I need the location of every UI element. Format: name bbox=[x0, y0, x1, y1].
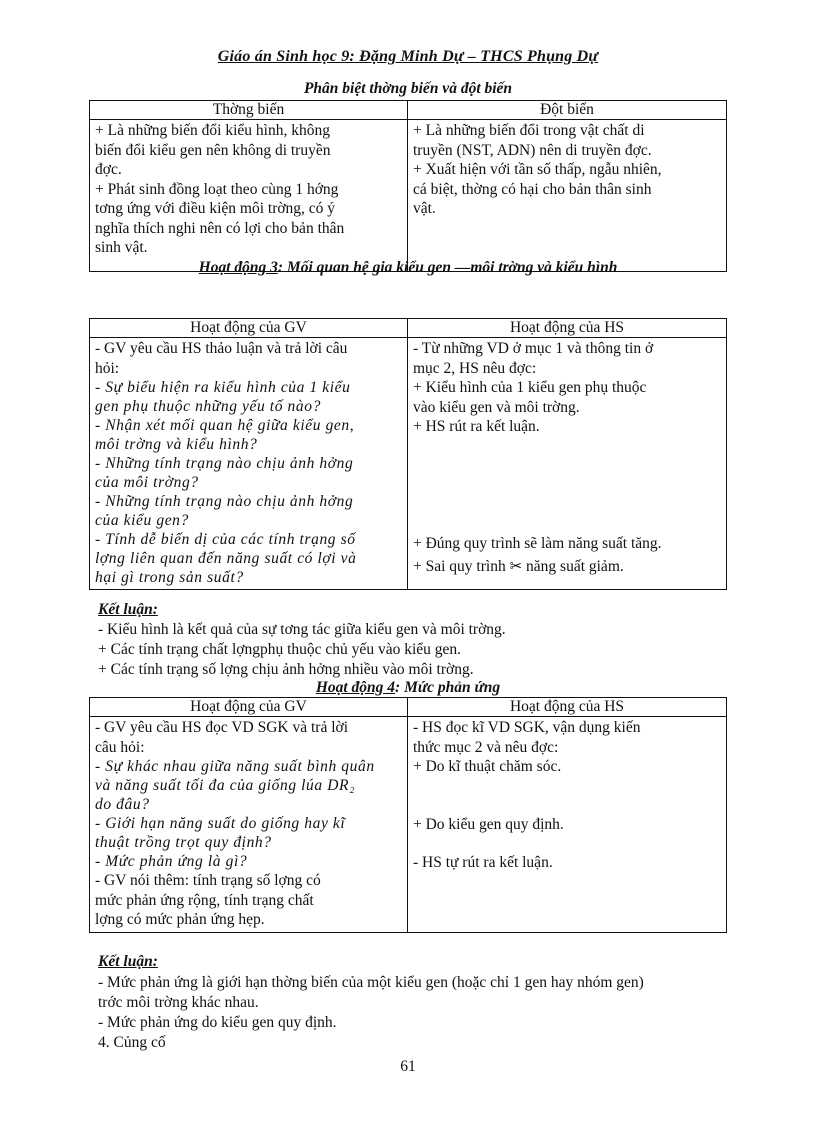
comparison-table bbox=[89, 100, 727, 272]
gv-cell bbox=[90, 338, 408, 590]
text-line: - GV yêu cầu HS thảo luận và trả lời câu bbox=[95, 340, 348, 357]
hs-cell bbox=[408, 338, 727, 590]
hs-cell bbox=[408, 717, 727, 933]
text-line: mức phản ứng rộng, tính trạng chất bbox=[95, 891, 314, 909]
activity3-table bbox=[89, 318, 727, 590]
text-line: vật. bbox=[413, 200, 436, 217]
page-header: Giáo án Sinh học 9: Đặng Minh Dự – THCS Phụng Dự bbox=[217, 48, 599, 65]
section-title: Phân biệt thờng biến và đột biến bbox=[303, 80, 513, 97]
question-line: lợng liên quan đến năng suất có lợi và bbox=[95, 550, 357, 567]
activity4-title: : Mức phản ứng bbox=[395, 679, 501, 696]
conclusion3-text bbox=[98, 620, 778, 680]
activity4-label: Hoạt động 4 bbox=[315, 679, 396, 696]
text-line: cá biệt, thờng có hại cho bản thân sinh bbox=[413, 180, 652, 198]
activity3-heading bbox=[0, 259, 816, 277]
question-line: - Mức phản ứng là gì? bbox=[95, 853, 248, 870]
text-line: câu hỏi: bbox=[95, 738, 145, 756]
text-line: truyền (NST, ADN) nên di truyền đợc. bbox=[413, 141, 652, 159]
question-line: gen phụ thuộc những yếu tố nào? bbox=[95, 398, 321, 415]
text-line: - HS tự rút ra kết luận. bbox=[413, 854, 553, 871]
page-number: 61 bbox=[400, 1058, 416, 1075]
conclusion4-label: Kết luận: bbox=[98, 953, 158, 970]
text-line: vào kiểu gen và môi trờng. bbox=[413, 398, 580, 416]
text-line: - HS đọc kĩ VD SGK, vận dụng kiến bbox=[413, 719, 641, 736]
question-line: và năng suất tối đa của giống lúa DR₂ bbox=[95, 777, 356, 794]
text-line: mục 2, HS nêu đợc: bbox=[413, 359, 537, 377]
col-header-hs: Hoạt động của HS bbox=[408, 319, 727, 338]
text-line: + Đúng quy trình sẽ làm năng suất tăng. bbox=[413, 534, 662, 552]
conclusion4-text bbox=[98, 973, 788, 1053]
text-line: - Mức phản ứng do kiểu gen quy định. bbox=[98, 1014, 337, 1031]
col-header-gv: Hoạt động của GV bbox=[90, 319, 408, 338]
question-line: - Sự khác nhau giữa năng suất bình quân bbox=[95, 758, 375, 775]
text-line: hỏi: bbox=[95, 359, 120, 377]
question-line: thuật trồng trọt quy định? bbox=[95, 834, 272, 851]
question-line: do đâu? bbox=[95, 796, 150, 813]
text-line: - Từ những VD ở mục 1 và thông tin ở bbox=[413, 340, 654, 357]
activity3-title: : Mối quan hệ gia kiểu gen —môi trờng và kiểu hình bbox=[277, 259, 618, 276]
question-line: - Những tính trạng nào chịu ảnh hởng bbox=[95, 493, 354, 510]
text-line: - GV nói thêm: tính trạng số lợng có bbox=[95, 872, 321, 889]
scissors-icon: ✂ bbox=[509, 559, 523, 575]
question-line: môi trờng và kiểu hình? bbox=[95, 436, 258, 453]
text-line: + Là những biến đổi kiểu hình, không bbox=[95, 122, 330, 139]
text-line: + Các tính trạng chất lợngphụ thuộc chủ yếu vào kiểu gen. bbox=[98, 641, 462, 658]
activity4-table bbox=[89, 697, 727, 933]
question-line: - Những tính trạng nào chịu ảnh hởng bbox=[95, 455, 354, 472]
text-line: - GV yêu cầu HS đọc VD SGK và trả lời bbox=[95, 719, 349, 736]
question-line: của kiểu gen? bbox=[95, 512, 189, 529]
question-line: - Tính dễ biến dị của các tính trạng số bbox=[95, 531, 356, 548]
col-header-left: Thờng biến bbox=[90, 101, 408, 120]
question-line: của môi trờng? bbox=[95, 474, 199, 491]
thuong-bien-cell bbox=[90, 120, 408, 272]
text-line bbox=[413, 557, 721, 578]
text-line: + Do kĩ thuật chăm sóc. bbox=[413, 758, 562, 775]
col-header-right: Đột biến bbox=[408, 101, 727, 120]
text-line: + HS rút ra kết luận. bbox=[413, 418, 540, 435]
text-line: sinh vật. bbox=[95, 239, 148, 256]
text-line: tơng ứng với điều kiện môi trờng, có ý bbox=[95, 200, 336, 217]
text-line: - Mức phản ứng là giới hạn thờng biến của một kiểu gen (hoặc chỉ 1 gen hay nhóm gen) bbox=[98, 974, 644, 991]
text-line: thức mục 2 và nêu đợc: bbox=[413, 738, 559, 756]
col-header-gv: Hoạt động của GV bbox=[90, 698, 408, 717]
question-line: - Giới hạn năng suất do giống hay kĩ bbox=[95, 815, 346, 832]
activity4-heading bbox=[0, 679, 816, 697]
question-line: hại gì trong sản suất? bbox=[95, 569, 244, 586]
question-line: - Sự biểu hiện ra kiểu hình của 1 kiểu bbox=[95, 379, 351, 396]
dot-bien-cell bbox=[408, 120, 727, 272]
text-line: nghĩa thích nghi nên có lợi cho bản thân bbox=[95, 219, 345, 237]
conclusion3-label: Kết luận: bbox=[98, 601, 158, 618]
text-segment: năng suất giảm. bbox=[526, 558, 624, 575]
text-line: + Là những biến đổi trong vật chất di bbox=[413, 122, 645, 139]
text-line: trớc môi trờng khác nhau. bbox=[98, 994, 259, 1011]
text-line: lợng có mức phản ứng hẹp. bbox=[95, 911, 265, 928]
text-line: + Xuất hiện với tần số thấp, ngẫu nhiên, bbox=[413, 161, 662, 178]
text-line: + Do kiểu gen quy định. bbox=[413, 815, 564, 833]
text-segment: + Sai quy trình bbox=[413, 558, 506, 575]
text-line: biến đổi kiểu gen nên không di truyền bbox=[95, 141, 331, 159]
question-line: - Nhận xét mối quan hệ giữa kiểu gen, bbox=[95, 417, 355, 434]
text-line: + Phát sinh đồng loạt theo cùng 1 hớng bbox=[95, 180, 339, 198]
text-line: - Kiểu hình là kết quả của sự tơng tác giữa kiểu gen và môi trờng. bbox=[98, 621, 506, 638]
col-header-hs: Hoạt động của HS bbox=[408, 698, 727, 717]
text-line: 4. Củng cố bbox=[98, 1034, 166, 1051]
text-line: đợc. bbox=[95, 161, 122, 178]
text-line: + Kiểu hình của 1 kiểu gen phụ thuộc bbox=[413, 379, 647, 396]
activity3-label: Hoạt động 3 bbox=[198, 259, 278, 276]
gv-cell bbox=[90, 717, 408, 933]
text-line: + Các tính trạng số lợng chịu ảnh hởng nhiều vào môi trờng. bbox=[98, 661, 474, 678]
